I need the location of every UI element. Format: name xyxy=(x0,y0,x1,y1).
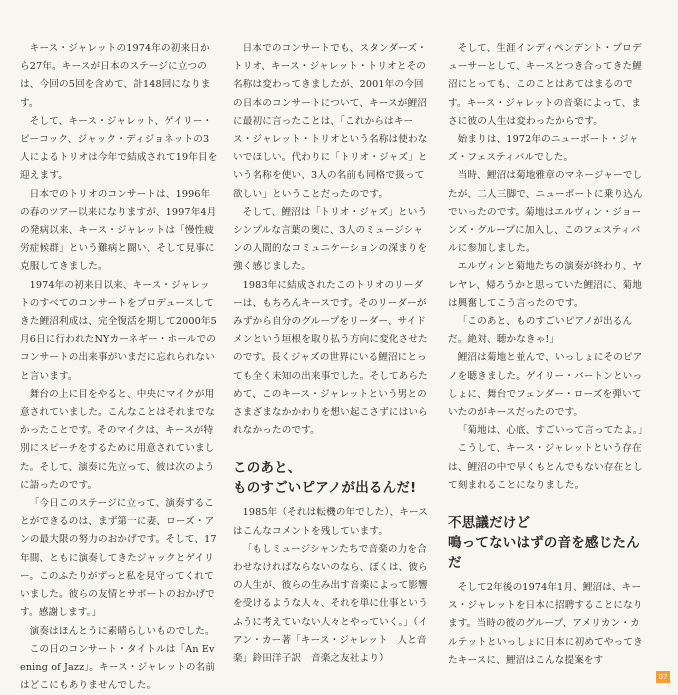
paragraph: そして、生涯インディペンデント・プロデューサーとして、キースとつき合ってきた鯉沼にとっても、このことはあてはまるのです。キース・ジャレットの音楽によって、まさに彼の人生は変わったからです。 xyxy=(448,43,643,127)
text-column-2 xyxy=(233,40,431,668)
paragraph: 「菊地は、心底、すごいって言ってたよ。」 xyxy=(457,425,648,437)
paragraph: 始まりは、1972年のニューポート・ジャズ・フェスティバルでした。 xyxy=(448,134,639,164)
paragraph: キース・ジャレットの1974年の初来日から27年。キースが日本のステージに立つのは、今回の5回を含めて、計148回になります。 xyxy=(20,43,211,109)
text-column-3 xyxy=(448,40,646,670)
paragraph: 「もしミュージシャンたちで音楽の力を合わせなければならないのなら、ぼくは、彼らの人生が、彼らの生み出す音楽によって影響を受けるような人々、それを単に仕事というふうに考えていない人々とやっていく。」（イアン・カー著「キース・ジャレット 人と音楽」鈴田洋子訳 音楽之友社より） xyxy=(233,543,428,665)
paragraph: エルヴィンと菊地たちの演奏が終わり、ヤレヤレ、帰ろうかと思っていた鯉沼に、菊地は興奮してこう言ったのです。 xyxy=(448,261,643,309)
section-heading: このあと、 ものすごいピアノが出るんだ! xyxy=(233,460,417,497)
paragraph: 舞台の上に目をやると、中央にマイクが用意されていました。こんなことはそれまでなかったことです。そのマイクは、キースが特別にスピーチをするために用意されていました。そして、演奏に先立って、彼は次のように語ったのです。 xyxy=(20,388,215,491)
paragraph: 演奏はほんとうに素晴らしいものでした。 xyxy=(29,625,215,637)
paragraph: 「今日このステージに立って、演奏することができるのは、まず第一に妻、ローズ・アンの最大限の努力のおかげです。そして、17年間、ともに演奏してきたジャックとゲイリー。このふたりがずっと私を見守ってくれていました。彼らの友情とサポートのおかげです。感謝します。」 xyxy=(20,498,217,619)
paragraph: そして2年後の1974年1月、鯉沼は、キース・ジャレットを日本に招聘することになります。当時の彼のグループ、アメリカン・カルテットといっしょに日本に初めてやってきたキースに、鯉沼はこんな提案をす xyxy=(448,582,643,666)
paragraph: 鯉沼は菊地と並んで、いっしょにそのピアノを聴きました。ゲイリー・バートンといっしょに、舞台でフェンダー・ローズを弾いていたのがキースだったのです。 xyxy=(448,352,643,419)
paragraph: 日本でのコンサートでも、スタンダーズ・トリオ、キース・ジャレット・トリオとその名称は変わってきましたが、2001年の今回の日本のコンサートについて、キースが鯉沼に最初に言ったことは、「これからはキース・ジャレット・トリオという名称は使わないでほしい。代わりに「トリオ・ジャズ」という名称を使い、3人の名前も同格で扱って欲しい」ということだったのです。 xyxy=(233,43,428,200)
paragraph: 「このあと、ものすごいピアノが出るんだ。絶対、聴かなきゃ!」 xyxy=(448,316,633,346)
paragraph: そして、鯉沼は「トリオ・ジャズ」というシンプルな言葉の奥に、3人のミュージシャンの人間的なコミュニケーションの深まりを強く感じました。 xyxy=(233,206,428,273)
text-column-1 xyxy=(20,40,218,695)
section-heading: 不思議だけど 鳴ってないはずの音を感じたんだ xyxy=(448,515,640,572)
page-number: 07 xyxy=(656,671,670,683)
paragraph: こうして、キース・ジャレットという存在は、鯉沼の中で早くもとんでもない存在として刻まれることになりました。 xyxy=(448,443,643,491)
paragraph: 1983年に結成されたこのトリオのリーダーは、もちろんキースです。そのリーダーがみずから自分のグループをリーダー、サイドメンという垣根を取り払う方向に変化させたのです。長くジャズの世界にいる鯉沼にとっても全く未知の出来事でした。そしてあらためて、このキース・ジャレットという男とのさまざまなかかわりを想い起こさずにはいられなかったのです。 xyxy=(233,279,428,437)
paragraph: この日のコンサート・タイトルは「An Evening of Jazz」。キース・ジャレットの名前はどこにもありませんでした。 xyxy=(20,643,216,692)
paragraph: そして、キース・ジャレット、ゲイリー・ピーコック、ジャック・ディジョネットの3人によるトリオは今年で結成されて19年目を迎えます。 xyxy=(20,115,218,182)
paragraph: 当時、鯉沼は菊地雅章のマネージャーでしたが、二人三脚で、ニューポートに乗り込んでいったのです。菊地はエルヴィン・ジョーンズ・グループに加入し、このフェスティバルに参加しました。 xyxy=(448,170,643,255)
paragraph: 1974年の初来日以来、キース・ジャレットのすべてのコンサートをプロデュースしてきた鯉沼利成は、完全復活を期して2000年5月6日に行われたNYカーネギー・ホールでのコンサートの出来事がいまだに忘れられないと言います。 xyxy=(20,279,217,382)
paragraph: 1985年（それは転機の年でした）、キースはこんなコメントを残しています。 xyxy=(233,507,428,537)
paragraph: 日本でのトリオのコンサートは、1996年の春のツアー以来になりますが、1997年4月の発病以来、キース・ジャレットは「慢性疲労症候群」という難病と闘い、そして見事に克服してきました。 xyxy=(20,188,217,273)
